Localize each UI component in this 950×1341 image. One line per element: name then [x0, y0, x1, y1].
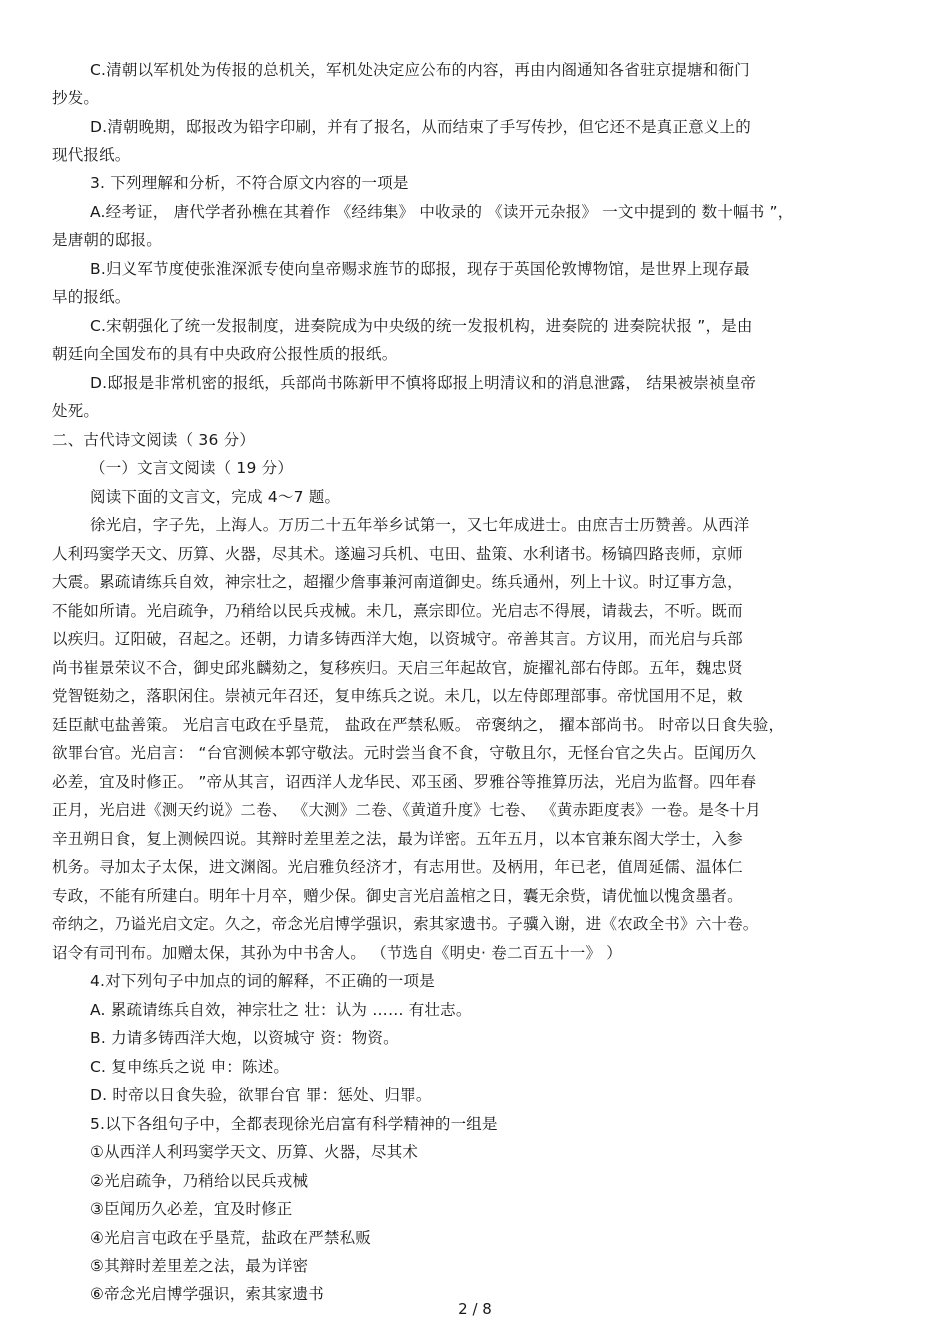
passage-line: 尚书崔景荣议不合，御史邱兆麟劾之，复移疾归。天启三年起故官，旋擢礼部右侍郎。五年，魏忠贤 [52, 659, 743, 677]
passage-line: 帝纳之，乃谥光启文定。久之，帝念光启博学强识，索其家遗书。子骥入谢，进《农政全书》六十卷。 [52, 915, 759, 933]
list-item: ④光启言屯政在乎垦荒，盐政在严禁私贩 [90, 1229, 371, 1247]
option-line: B.归义军节度使张淮深派专使向皇帝赐求旌节的邸报，现存于英国伦敦博物馆，是世界上现存最 [90, 260, 750, 278]
passage-line: 大震。累疏请练兵自效，神宗壮之，超擢少詹事兼河南道御史。练兵通州，列上十议。时辽事方急， [52, 573, 743, 591]
option-line: C. 复申练兵之说 申：陈述。 [90, 1058, 290, 1076]
passage-line: 徐光启，字子先，上海人。万历二十五年举乡试第一，又七年成进士。由庶吉士历赞善。从西洋 [90, 516, 750, 534]
passage-line: 不能如所请。光启疏争，乃稍给以民兵戎械。未几，熹宗即位。光启志不得展，请裁去，不听。既而 [52, 602, 743, 620]
text-line: 朝廷向全国发布的具有中央政府公报性质的报纸。 [52, 345, 398, 363]
section-heading: 二、古代诗文阅读（ 36 分） [52, 431, 256, 449]
option-line: D. 时帝以日食失验，欲罪台官 罪：惩处、归罪。 [90, 1086, 432, 1104]
option-line: A. 累疏请练兵自效，神宗壮之 壮：认为 …… 有壮志。 [90, 1001, 472, 1019]
passage-line: 廷臣献屯盐善策。 光启言屯政在乎垦荒， 盐政在严禁私贩。 帝褒纳之， 擢本部尚书。 时帝以日食失验， [52, 716, 785, 734]
passage-line: 专政，不能有所建白。明年十月卒，赠少保。御史言光启盖棺之日，囊无余赀，请优恤以愧贪墨者。 [52, 887, 743, 905]
list-item: ①从西洋人利玛窦学天文、历算、火器，尽其术 [90, 1143, 419, 1161]
option-line: C.宋朝强化了统一发报制度，进奏院成为中央级的统一发报机构，进奏院的 进奏院状报 ”，是由 [90, 317, 753, 335]
list-item: ③臣闻历久必差，宜及时修正 [90, 1200, 293, 1218]
text-line: C.清朝以军机处为传报的总机关，军机处决定应公布的内容，再由内阁通知各省驻京提塘和衙门 [90, 61, 750, 79]
subsection-heading: （一）文言文阅读（ 19 分） [90, 459, 294, 477]
passage-line: 以疾归。辽阳破，召起之。还朝，力请多铸西洋大炮，以资城守。帝善其言。方议用，而光启与兵部 [52, 630, 743, 648]
page-number: 2 / 8 [458, 1300, 492, 1318]
text-line: 处死。 [52, 402, 100, 420]
passage-line: 诏令有司刊布。加赠太保，其孙为中书舍人。 （节选自《明史· 卷二百五十一》 ） [52, 944, 623, 962]
option-line: A.经考证， 唐代学者孙樵在其着作 《经纬集》 中收录的 《读开元杂报》 一文中提到的 数十幅书 ”， [90, 203, 794, 221]
text-line: 现代报纸。 [52, 146, 131, 164]
passage-line: 机务。寻加太子太保，进文渊阁。光启雅负经济才，有志用世。及柄用，年已老，值周延儒、温体仁 [52, 858, 743, 876]
passage-line: 正月，光启进《测天约说》二卷、 《大测》二卷、《黄道升度》七卷、 《黄赤距度表》一卷。是冬十月 [52, 801, 762, 819]
question-heading: 5.以下各组句子中，全都表现徐光启富有科学精神的一组是 [90, 1115, 498, 1133]
passage-line: 辛丑朔日食，复上测候四说。其辩时差里差之法，最为详密。五年五月，以本官兼东阁大学士，入参 [52, 830, 743, 848]
text-line: 早的报纸。 [52, 288, 131, 306]
list-item: ②光启疏争，乃稍给以民兵戎械 [90, 1172, 309, 1190]
passage-line: 欲罪台官。光启言： “台官测候本郭守敬法。元时尝当食不食，守敬且尔，无怪台官之失占。臣闻历久 [52, 744, 757, 762]
list-item: ⑥帝念光启博学强识，索其家遗书 [90, 1285, 324, 1303]
text-line: 抄发。 [52, 89, 100, 107]
option-line: B. 力请多铸西洋大炮，以资城守 资：物资。 [90, 1029, 399, 1047]
text-line: D.清朝晚期，邸报改为铅字印刷，并有了报名，从而结束了手写传抄，但它还不是真正意义上的 [90, 118, 751, 136]
passage-line: 党智铤劾之，落职闲住。崇祯元年召还，复申练兵之说。未几，以左侍郎理部事。帝忧国用不足，敕 [52, 687, 743, 705]
text-line: 是唐朝的邸报。 [52, 231, 162, 249]
instruction-line: 阅读下面的文言文，完成 4～7 题。 [90, 488, 341, 506]
list-item: ⑤其辩时差里差之法，最为详密 [90, 1257, 309, 1275]
question-heading: 3. 下列理解和分析，不符合原文内容的一项是 [90, 174, 409, 192]
question-heading: 4.对下列句子中加点的词的解释，不正确的一项是 [90, 972, 435, 990]
passage-line: 必差，宜及时修正。 ”帝从其言，诏西洋人龙华民、邓玉函、罗雅谷等推算历法，光启为监督。四年春 [52, 773, 757, 791]
passage-line: 人利玛窦学天文、历算、火器，尽其术。遂遍习兵机、屯田、盐策、水利诸书。杨镐四路丧师，京师 [52, 545, 743, 563]
option-line: D.邸报是非常机密的报纸，兵部尚书陈新甲不慎将邸报上明清议和的消息泄露， 结果被崇祯皇帝 [90, 374, 757, 392]
